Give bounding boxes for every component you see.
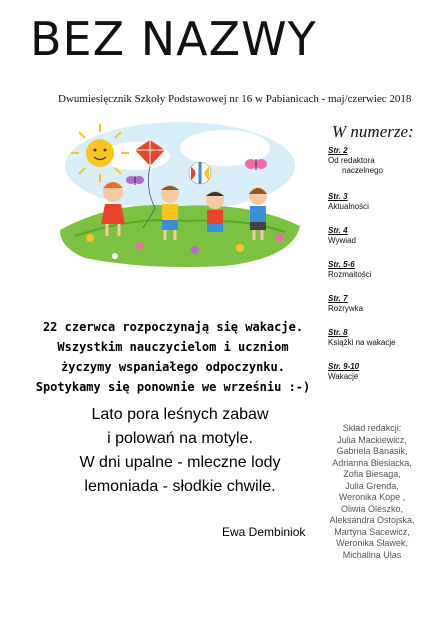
poem-line: i polowań na motyle. bbox=[107, 430, 253, 447]
beach-ball-icon bbox=[189, 162, 211, 184]
toc-item[interactable] bbox=[328, 146, 383, 176]
staff-member: Julia Mackiewicz, bbox=[337, 434, 407, 445]
toc-heading: W numerze: bbox=[332, 122, 414, 141]
toc-label: Książki na wakacje bbox=[328, 338, 396, 347]
toc-page-number: Str. 4 bbox=[328, 226, 348, 235]
editorial-staff bbox=[322, 423, 422, 561]
toc-page-number: Str. 5-6 bbox=[328, 260, 355, 269]
holiday-announcement bbox=[28, 317, 318, 397]
toc-page-number: Str. 9-10 bbox=[328, 362, 360, 371]
toc-label: Wywiad bbox=[328, 236, 356, 245]
staff-member: Adrianna Biesiacka, bbox=[332, 457, 412, 468]
poem-line: Lato pora leśnych zabaw bbox=[91, 406, 269, 423]
staff-member: Martyna Sacewicz, bbox=[334, 526, 410, 537]
toc-label: Wakacje bbox=[328, 372, 359, 381]
toc-page-number: Str. 2 bbox=[328, 146, 348, 155]
toc-item[interactable] bbox=[328, 192, 369, 212]
toc-item[interactable] bbox=[328, 328, 396, 348]
announcement-line: życzymy wspaniałego odpoczynku. bbox=[61, 360, 285, 374]
staff-member: Michalina Ulas bbox=[342, 549, 402, 560]
poem-line: W dni upalne - mleczne lody bbox=[79, 454, 281, 471]
newsletter-title: BEZ NAZWY bbox=[30, 12, 317, 66]
child-figure-boy-2 bbox=[206, 191, 224, 232]
toc-item[interactable] bbox=[328, 260, 372, 280]
staff-member: Gabriela Banasik, bbox=[336, 446, 408, 456]
staff-member: Zofia Biesaga, bbox=[343, 469, 401, 479]
toc-page-number: Str. 3 bbox=[328, 192, 348, 201]
newsletter-subtitle: Dwumiesięcznik Szkoły Podstawowej nr 16 w Pabianicach - maj/czerwiec 2018 bbox=[58, 93, 412, 105]
summer-kids-illustration bbox=[55, 118, 305, 268]
toc-page-number: Str. 7 bbox=[328, 294, 348, 303]
announcement-line: 22 czerwca rozpoczynają się wakacje. bbox=[42, 320, 304, 334]
announcement-line: Spotykamy się ponownie we wrześniu :-) bbox=[35, 380, 311, 394]
toc-label: Aktualności bbox=[328, 202, 369, 211]
toc-item[interactable] bbox=[328, 226, 356, 246]
butterfly-icon-2 bbox=[245, 159, 267, 170]
toc-label: Rozmaitości bbox=[328, 270, 372, 279]
announcement-line: Wszystkim nauczycielom i uczniom bbox=[57, 340, 289, 354]
staff-member: Weronika Kope , bbox=[338, 492, 406, 502]
toc-item[interactable] bbox=[328, 294, 363, 314]
staff-member: Julia Grenda, bbox=[345, 480, 399, 491]
toc-label: Od redaktora bbox=[328, 156, 375, 165]
staff-member: Oliwia Oleszko, bbox=[340, 503, 403, 514]
toc-label: Rozrywka bbox=[328, 304, 364, 313]
summer-poem bbox=[60, 403, 300, 499]
poem-line: lemoniada - słodkie chwile. bbox=[84, 478, 276, 495]
staff-member: Weronika Sławek, bbox=[336, 538, 408, 548]
toc-item[interactable] bbox=[328, 362, 359, 382]
staff-heading: Skład redakcji: bbox=[342, 423, 402, 433]
staff-member: Aleksandra Ostojska, bbox=[329, 515, 415, 525]
poem-author: Ewa Dembiniok bbox=[222, 525, 306, 539]
toc-label-continued: naczelnego bbox=[342, 166, 383, 175]
toc-page-number: Str. 8 bbox=[328, 328, 348, 337]
